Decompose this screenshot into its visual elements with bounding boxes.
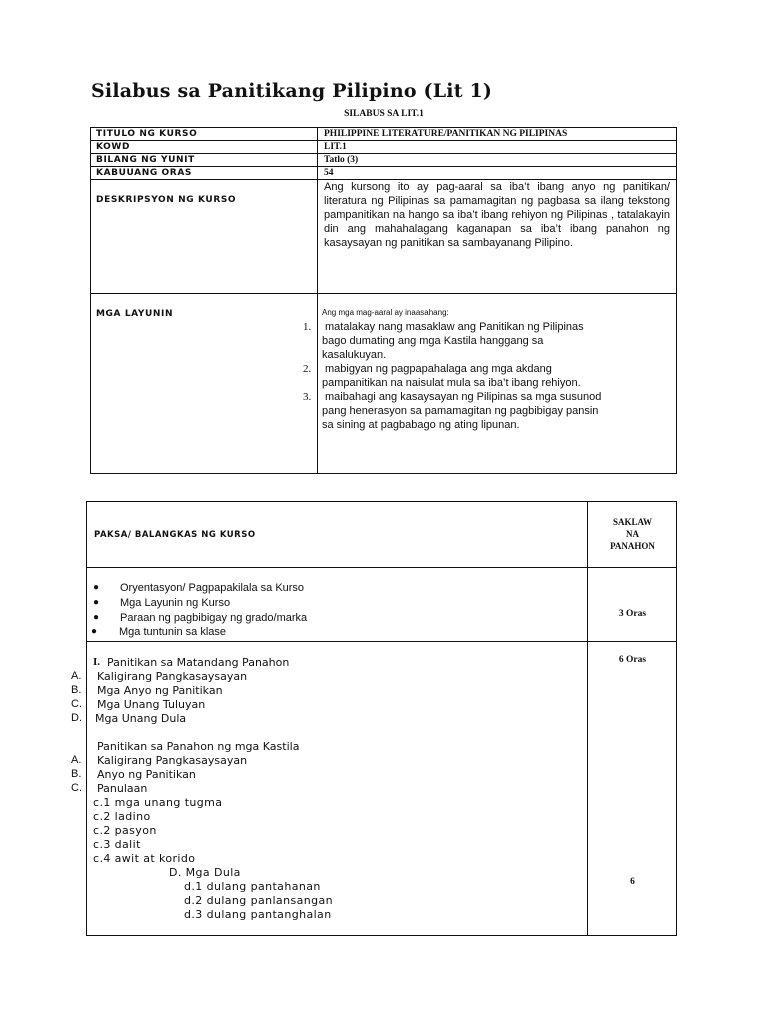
- outline-item: Mga Anyo ng Panitikan: [97, 684, 223, 697]
- item-letter: A.: [71, 670, 82, 682]
- outline-item: Kaligirang Pangkasaysayan: [97, 754, 248, 767]
- section1-hours: 3 Oras: [618, 609, 647, 619]
- course-info-table: [90, 127, 677, 474]
- outline-subitem: c.4 awit at korido: [93, 852, 196, 865]
- goals-label: MGA LAYUNIN: [96, 309, 174, 319]
- bullet-text: Mga Layunin ng Kurso: [120, 597, 231, 609]
- outline-item: Mga Unang Dula: [95, 712, 187, 725]
- outline-item: Panulaan: [97, 782, 148, 795]
- course-outline-table: [71, 501, 677, 936]
- outline-subitem: c.1 mga unang tugma: [93, 796, 223, 809]
- section2-heading: Panitikan sa Matandang Panahon: [107, 656, 290, 669]
- outline-bullet: ● Oryentasyon/ Pagpapakilala sa Kurso: [93, 582, 305, 594]
- goal-item: [303, 362, 581, 390]
- course-description: Ang kursong ito ay pag-aaral sa iba’t ibang anyo ng panitikan/ literatura ng Pilipinas sa pamamagitan ng pagbasa sa ilang tekstong pampanitikan na hango sa iba’t ibang rehiyon ng Pilipinas , tatalakayin din ang mahahalagang kaganapan sa iba’t ibang panahon ng kasaysayan ng panitikan sa sambayanang Pilipino.: [324, 181, 670, 249]
- course-title-label: TITULO NG KURSO: [96, 129, 198, 139]
- item-letter: A.: [71, 754, 82, 766]
- description-label: DESKRIPSYON NG KURSO: [96, 195, 237, 205]
- time-column-header: [587, 516, 678, 552]
- page-subtitle: SILABUS SA LIT.1: [344, 109, 424, 119]
- goal-item: [303, 320, 584, 362]
- bullet-text: Mga tuntunin sa klase: [119, 626, 227, 638]
- goal-line: bago dumating ang mga Kastila hanggang sa: [322, 335, 544, 347]
- total-hours-value: 54: [324, 168, 334, 178]
- row-divider: [87, 567, 676, 568]
- goal-line: sa sining at pagbabago ng ating lipunan.: [322, 419, 520, 431]
- course-title-value: PHILIPPINE LITERATURE/PANITIKAN NG PILIPINAS: [324, 129, 568, 139]
- item-letter: C.: [71, 698, 82, 710]
- goal-number: 1.: [303, 321, 312, 333]
- outline-bullet: ● Paraan ng pagbibigay ng grado/marka: [93, 612, 308, 624]
- units-label: BILANG NG YUNIT: [96, 155, 195, 165]
- topic-column-header: PAKSA/ BALANGKAS NG KURSO: [94, 530, 256, 540]
- outline-subitem: d.2 dulang panlansangan: [184, 894, 333, 907]
- goal-line: mabigyan ng pagpapahalaga ang mga akdang: [325, 363, 552, 375]
- bullet-text: Paraan ng pagbibigay ng grado/marka: [120, 612, 308, 624]
- item-letter: C.: [71, 782, 82, 794]
- outline-item: Kaligirang Pangkasaysayan: [97, 670, 248, 683]
- goal-line: matalakay nang masaklaw ang Panitikan ng Pilipinas: [325, 321, 584, 333]
- row-divider: [91, 153, 676, 154]
- outline-bullet: ● Mga tuntunin sa klase: [91, 626, 227, 638]
- outline-subitem: c.2 ladino: [93, 810, 151, 823]
- header-line: SAKLAW: [612, 517, 652, 527]
- item-letter: B.: [71, 684, 82, 696]
- outline-subitem: c.2 pasyon: [93, 824, 157, 837]
- row-divider: [91, 166, 676, 167]
- row-divider: [87, 641, 676, 642]
- goal-number: 2.: [303, 363, 312, 375]
- goal-line: pampanitikan na naisulat mula sa iba’t ibang rehiyon.: [322, 377, 581, 389]
- goal-number: 3.: [303, 391, 312, 403]
- goal-line: kasalukuyan.: [322, 349, 387, 361]
- section3-heading: Panitikan sa Panahon ng mga Kastila: [97, 740, 300, 753]
- units-value: Tatlo (3): [324, 155, 359, 165]
- bullet-text: Oryentasyon/ Pagpapakilala sa Kurso: [120, 582, 305, 594]
- goal-item: [303, 390, 602, 432]
- item-letter: D.: [71, 712, 82, 724]
- course-code-value: LIT.1: [324, 142, 347, 152]
- outline-subitem: c.3 dalit: [93, 838, 141, 851]
- row-divider: [91, 293, 676, 294]
- goals-intro: Ang mga mag-aaral ay inaasahang:: [322, 308, 449, 317]
- row-divider: [91, 140, 676, 141]
- item-letter: B.: [71, 768, 82, 780]
- header-line: PANAHON: [610, 541, 655, 551]
- total-hours-label: KABUUANG ORAS: [96, 168, 192, 178]
- section3-hours: 6: [630, 877, 635, 887]
- goal-line: pang henerasyon sa pamamagitan ng pagbibigay pansin: [322, 405, 599, 417]
- outline-item: Mga Unang Tuluyan: [97, 698, 206, 711]
- goal-line: maibahagi ang kasaysayan ng Pilipinas sa mga susunod: [325, 391, 602, 403]
- page-title: Silabus sa Panitikang Pilipino (Lit 1): [91, 80, 493, 102]
- outline-subitem: d.3 dulang pantanghalan: [184, 908, 332, 921]
- course-code-label: KOWD: [96, 142, 131, 152]
- outline-subheading: D. Mga Dula: [169, 866, 241, 879]
- outline-item: Anyo ng Panitikan: [97, 768, 196, 781]
- outline-subitem: d.1 dulang pantahanan: [184, 880, 321, 893]
- section2-hours: 6 Oras: [618, 655, 647, 665]
- section2-number: I.: [93, 656, 101, 668]
- outline-bullet: ● Mga Layunin ng Kurso: [93, 597, 231, 609]
- header-line: NA: [626, 529, 639, 539]
